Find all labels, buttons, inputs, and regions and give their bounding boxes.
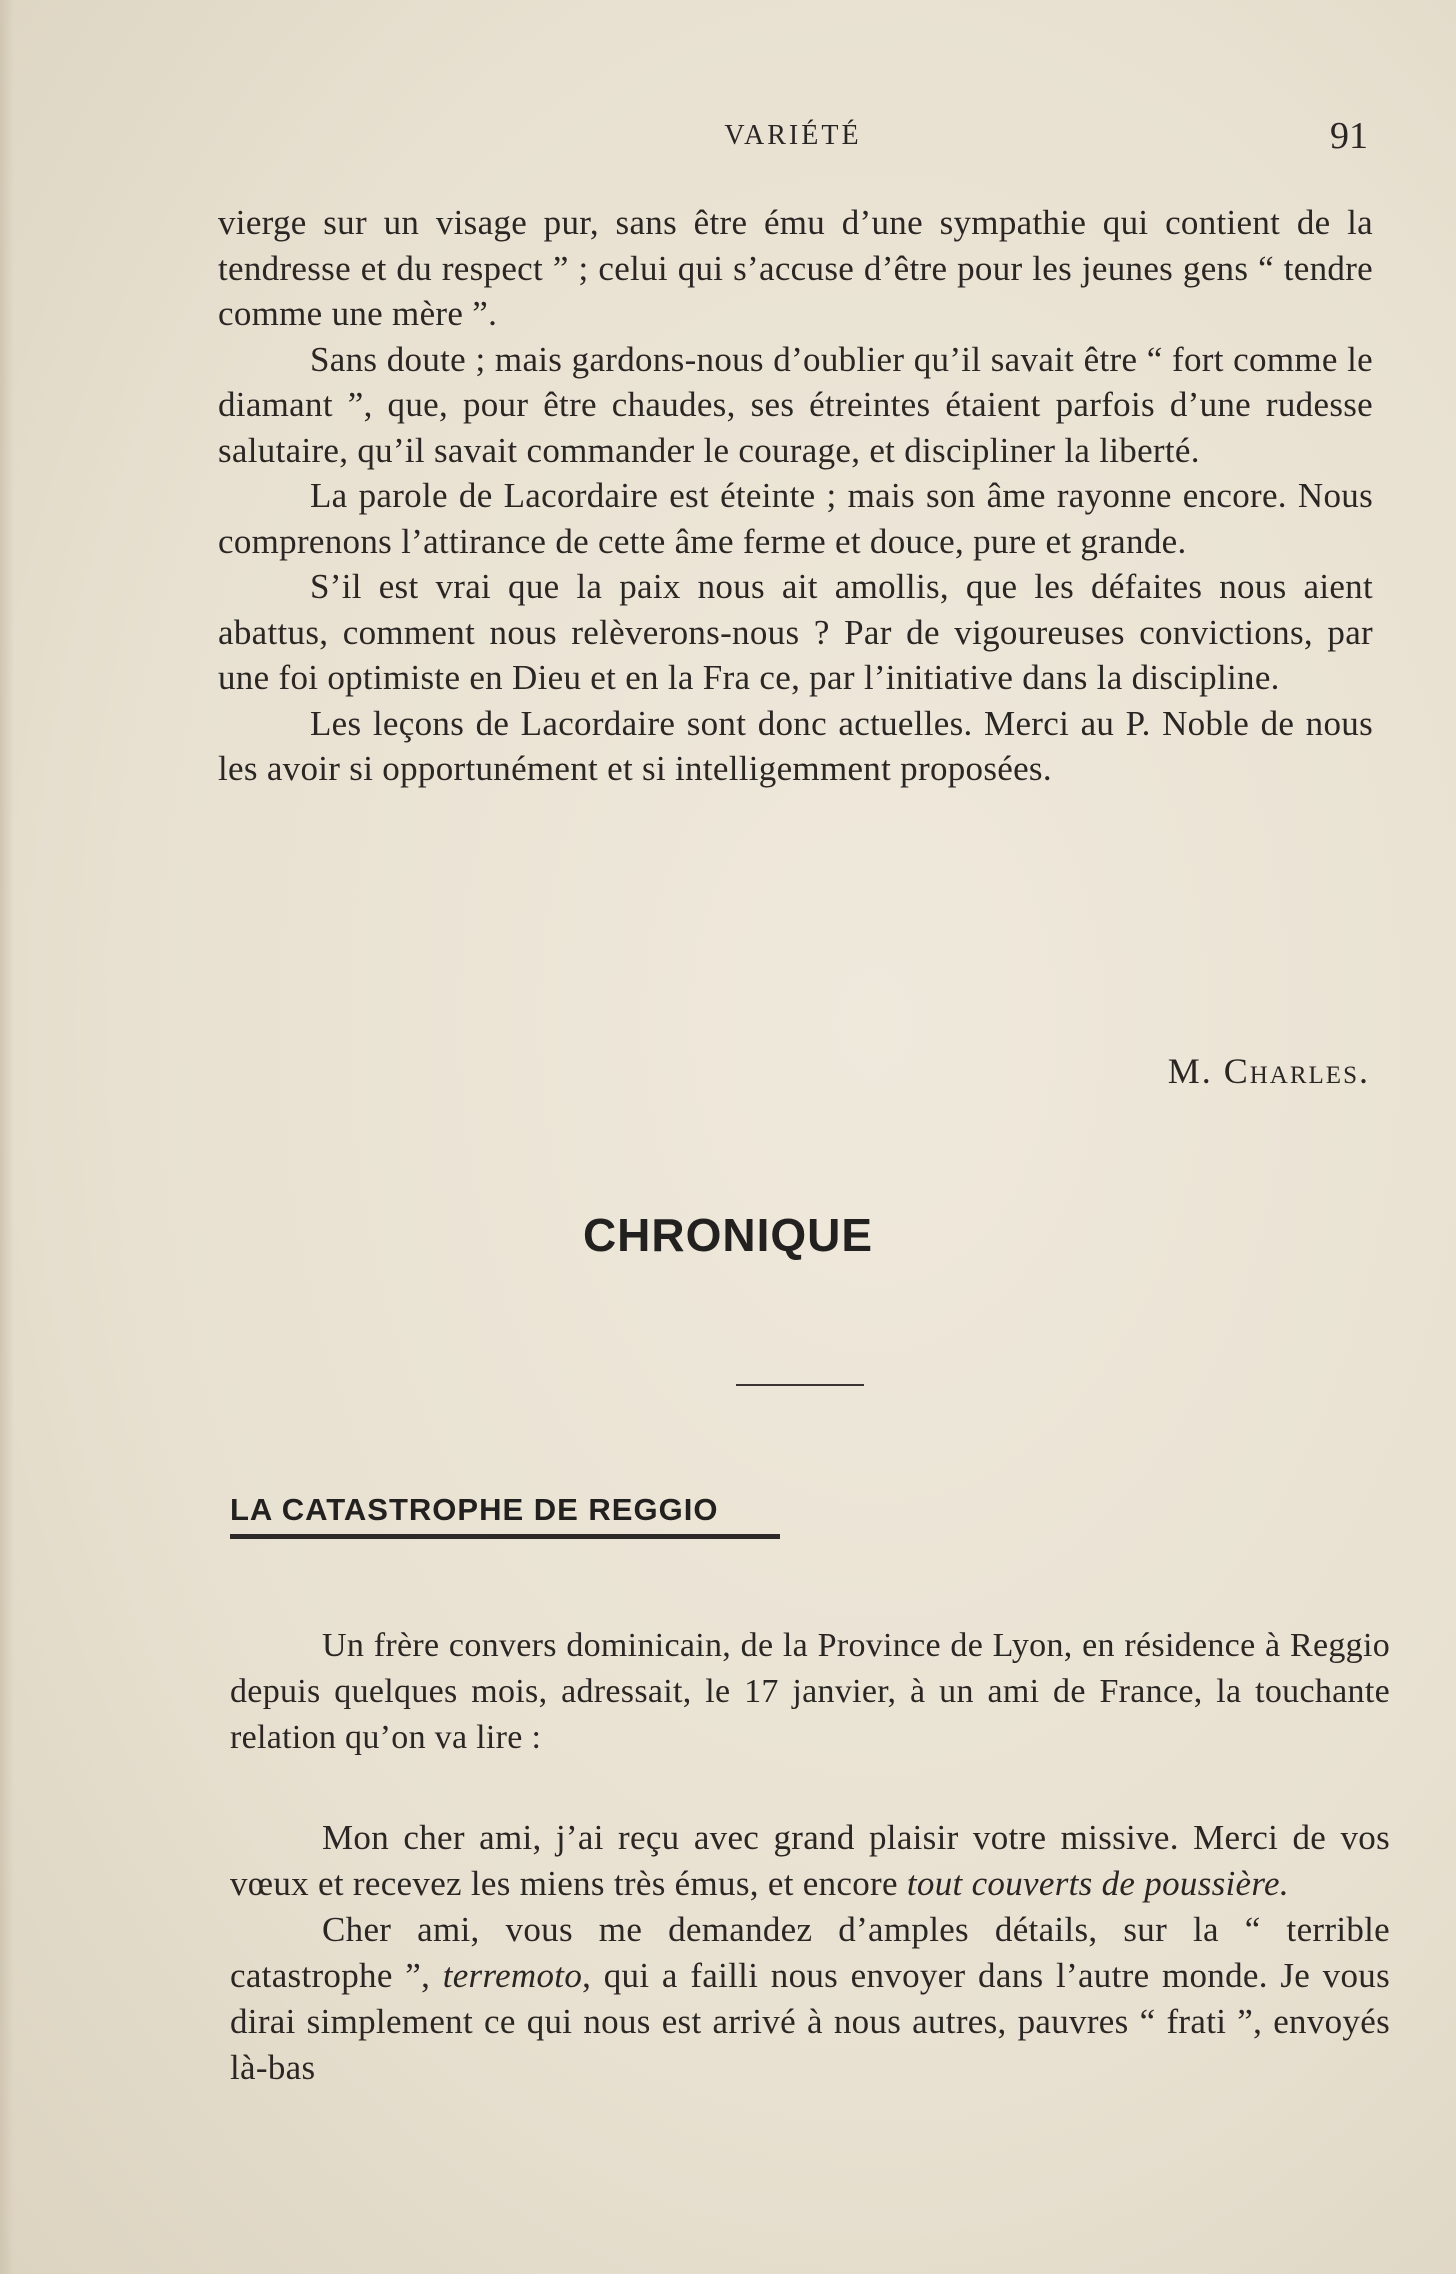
italic-text: terremoto (442, 1956, 583, 1995)
page-number: 91 (1330, 115, 1368, 157)
essay-conclusion (218, 200, 1373, 792)
text-span: , qui a failli nous envoyer dans l’autre monde. Je vous dirai simplement ce qui nous est arrivé à nous autres, pauvres “ frati ”, envoyés là-bas (230, 1956, 1390, 2087)
letter-body (230, 1815, 1390, 2091)
section-divider (736, 1384, 864, 1386)
paragraph (230, 1907, 1390, 2091)
article-title-underline (230, 1534, 780, 1539)
paragraph: Un frère convers dominicain, de la Province de Lyon, en résidence à Reggio depuis quelques mois, adressait, le 17 janvier, à un ami de France, la touchante relation qu’on va lire : (230, 1627, 1390, 1756)
page-header (218, 115, 1368, 158)
paragraph: S’il est vrai que la paix nous ait amollis, que les défaites nous aient abattus, comment nous relèverons-nous ? Par de vigoureuses convictions, par une foi optimiste en Dieu et en la Fra ce, par l’initiative dans la discipline. (218, 567, 1373, 697)
italic-text: tout couverts de poussière. (906, 1864, 1289, 1903)
paragraph (230, 1815, 1390, 1907)
paragraph: La parole de Lacordaire est éteinte ; mais son âme rayonne encore. Nous comprenons l’attirance de cette âme ferme et douce, pure et grande. (218, 476, 1373, 561)
text-span: Mon cher ami, j’ai reçu avec grand plaisir votre missive. Merci de vos vœux et recevez les miens très émus, et encore (230, 1818, 1390, 1903)
paragraph: Les leçons de Lacordaire sont donc actuelles. Merci au P. Noble de nous les avoir si opportunément et si intelligemment proposées. (218, 703, 1373, 788)
section-title: CHRONIQUE (582, 1209, 874, 1261)
author-signature: M. Charles. (1167, 1051, 1370, 1091)
page-edge-shadow (0, 0, 14, 2274)
paragraph: vierge sur un visage pur, sans être ému d’une sympathie qui contient de la tendresse et du respect ” ; celui qui s’accuse d’être pour les jeunes gens “ tendre comme une mère ”. (218, 203, 1373, 333)
article-title: LA CATASTROPHE DE REGGIO (230, 1492, 719, 1527)
paragraph: Sans doute ; mais gardons-nous d’oublier qu’il savait être “ fort comme le diamant ”, que, pour être chaudes, ses étreintes étaient parfois d’une rudesse salutaire, qu’il savait commander le courage, et discipliner la liberté. (218, 339, 1373, 470)
article-intro (230, 1623, 1390, 1761)
text-span: Cher ami, vous me demandez d’amples détails, sur la “ terrible catastrophe ”, (230, 1910, 1390, 1995)
running-title: VARIÉTÉ (724, 120, 862, 151)
